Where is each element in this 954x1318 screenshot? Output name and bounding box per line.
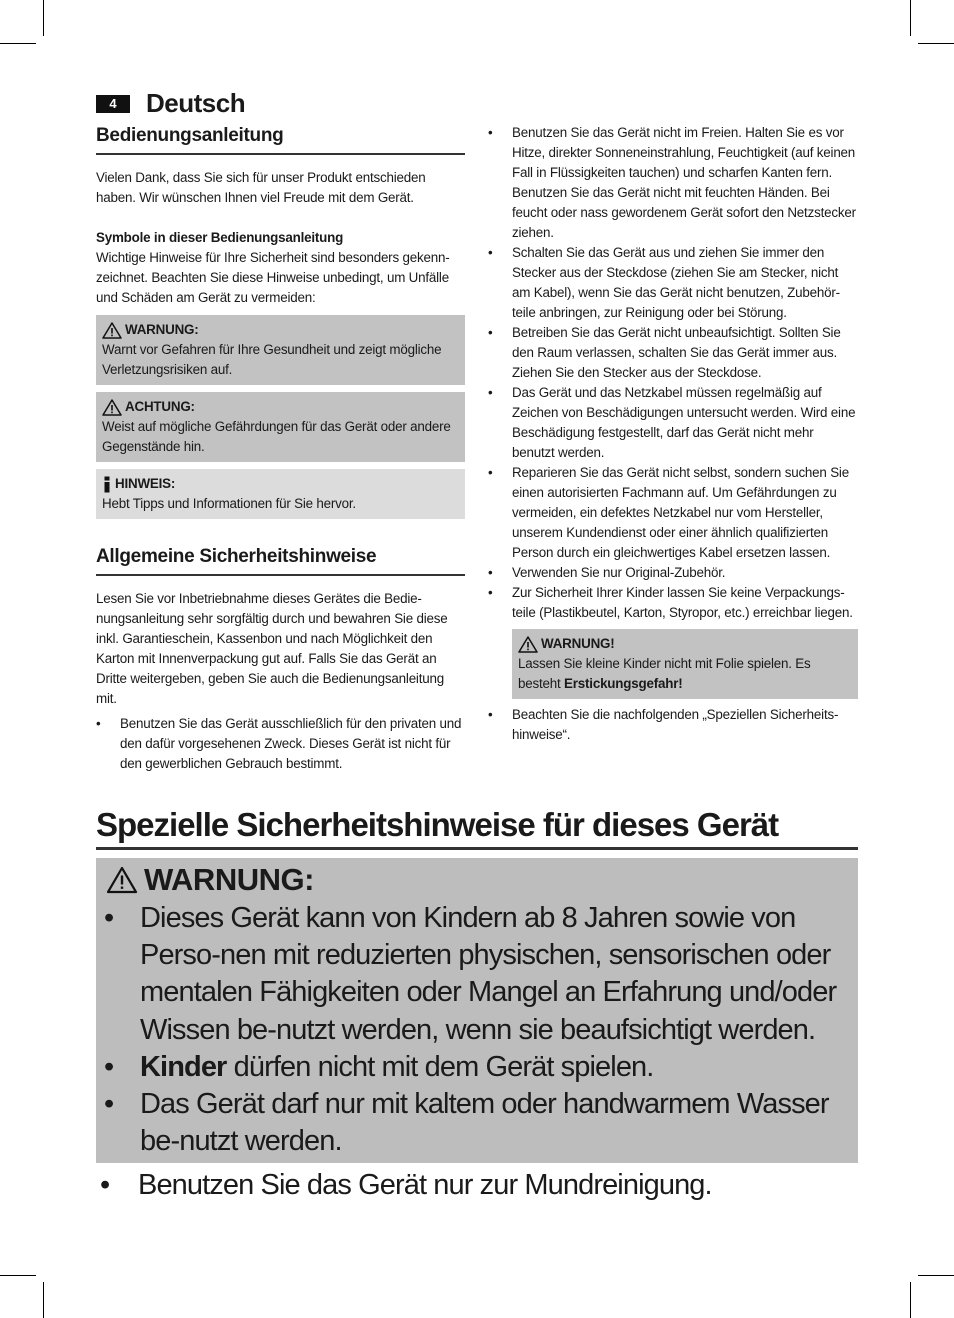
- intro-paragraph: Vielen Dank, dass Sie sich für unser Produkt entschieden haben. Wir wünschen Ihnen viel Freude mit dem Gerät.: [96, 170, 426, 205]
- list-item: • Beachten Sie die nachfolgenden „Speziellen Sicherheits-hinweise“.: [488, 705, 858, 745]
- list-item: • Das Gerät darf nur mit kaltem oder handwarmem Wasser be-nutzt werden.: [102, 1086, 847, 1160]
- warning-triangle-icon: [518, 636, 538, 653]
- children-warning-text-body: Lassen Sie kleine Kinder nicht mit Folie spielen. Es besteht: [518, 656, 811, 691]
- warning-box: [96, 315, 465, 385]
- note-text: Hebt Tipps und Informationen für Sie hervor.: [102, 496, 356, 511]
- right-column: [488, 123, 858, 745]
- crop-mark: [0, 1275, 36, 1276]
- section-title-bedienungsanleitung: Bedienungsanleitung: [96, 122, 465, 155]
- crop-mark: [0, 43, 36, 44]
- warning-label: WARNUNG:: [125, 322, 199, 337]
- crop-mark: [43, 1282, 44, 1318]
- crop-mark: [43, 0, 44, 36]
- general-safety-paragraph: Lesen Sie vor Inbetriebnahme dieses Gerätes die Bedie-nungsanleitung sehr sorgfältig durch und bewahren Sie diese inkl. Garantieschein, Kassenbon und nach Möglichkeit den Karton mit Innenverpackung gut auf. Falls Sie das Gerät an Dritte weitergeben, geben Sie auch die Bedienungsanleitung mit.: [96, 591, 448, 706]
- crop-mark: [910, 1282, 911, 1318]
- list-item: • Zur Sicherheit Ihrer Kinder lassen Sie keine Verpackungs-teile (Plastikbeutel, Karton, Styropor, etc.) erreichbar liegen.: [488, 583, 858, 623]
- list-item: • Benutzen Sie das Gerät nicht im Freien. Halten Sie es vor Hitze, direkter Sonneneinstrahlung, Feuchtigkeit (auf keinen Fall in Flüssigkeiten tauchen) und scharfen Kanten fern. Benutzen Sie das Gerät nicht mit feuchten Händen. Bei feucht oder nass gewordenem Gerät sofort den Netzstecker ziehen.: [488, 123, 858, 243]
- caution-text: Weist auf mögliche Gefährdungen für das Gerät oder andere Gegenstände hin.: [102, 419, 451, 454]
- page-number: 4: [96, 95, 130, 113]
- note-label: HINWEIS:: [115, 476, 176, 491]
- special-warning-label: WARNUNG:: [144, 862, 314, 897]
- list-item: • Dieses Gerät kann von Kindern ab 8 Jahren sowie von Perso-nen mit reduzierten physischen, sensorischen oder mentalen Fähigkeiten oder Mangel an Erfahrung und/oder Wissen be-nutzt werden, wenn sie beaufsichtigt werden.: [102, 900, 847, 1049]
- caution-box: [96, 392, 465, 462]
- crop-mark: [910, 0, 911, 36]
- children-warning-box: [512, 629, 858, 699]
- children-warning-text: [518, 654, 852, 694]
- mouth-cleaning-text: Benutzen Sie das Gerät nur zur Mundreinigung.: [138, 1169, 712, 1201]
- warning-triangle-icon: [106, 866, 138, 894]
- language-title: Deutsch: [146, 88, 246, 118]
- page-header: [96, 88, 245, 119]
- caution-label: ACHTUNG:: [125, 399, 195, 414]
- right-bullet-list-end: [488, 705, 858, 745]
- children-warning-label: WARNUNG!: [541, 636, 615, 651]
- suffocation-hazard-text: Erstickungsgefahr!: [564, 676, 683, 691]
- right-bullet-list: [488, 123, 858, 623]
- crop-mark: [918, 43, 954, 44]
- children-bold-text: Kinder: [140, 1050, 227, 1083]
- special-warning-box: [96, 858, 858, 1163]
- special-warning-list: [102, 900, 847, 1160]
- list-item: [102, 1049, 847, 1086]
- list-item: • Verwenden Sie nur Original-Zubehör.: [488, 563, 858, 583]
- left-bullet-list: [96, 714, 465, 774]
- left-column: [96, 122, 465, 774]
- list-item: • Schalten Sie das Gerät aus und ziehen Sie immer den Stecker aus der Steckdose (ziehen Sie am Stecker, nicht am Kabel), wenn Sie das Gerät nicht benutzen, Zubehör-teile anbringen, zur Reinigung oder bei Störung.: [488, 243, 858, 323]
- warning-text: Warnt vor Gefahren für Ihre Gesundheit und zeigt mögliche Verletzungsrisiken auf.: [102, 342, 442, 377]
- caution-triangle-icon: [102, 399, 122, 416]
- list-item: • Benutzen Sie das Gerät ausschließlich für den privaten und den dafür vorgesehenen Zweck. Dieses Gerät ist nicht für den gewerblichen Gebrauch bestimmt.: [96, 714, 465, 774]
- symbols-heading: Symbole in dieser Bedienungsanleitung: [96, 230, 344, 245]
- special-safety-title: Spezielle Sicherheitshinweise für dieses Gerät: [96, 803, 858, 850]
- list-item: [96, 1165, 712, 1205]
- list-item: • Das Gerät und das Netzkabel müssen regelmäßig auf Zeichen von Beschädigungen untersucht werden. Wird eine Beschädigung festgestellt, darf das Gerät nicht mehr benutzt werden.: [488, 383, 858, 463]
- symbols-paragraph: Wichtige Hinweise für Ihre Sicherheit sind besonders gekenn-zeichnet. Beachten Sie diese Hinweise unbedingt, um Unfälle und Schäden am Gerät zu vermeiden:: [96, 250, 450, 305]
- crop-mark: [918, 1275, 954, 1276]
- list-item: • Betreiben Sie das Gerät nicht unbeaufsichtigt. Sollten Sie den Raum verlassen, schalten Sie das Gerät immer aus. Ziehen Sie den Stecker aus der Steckdose.: [488, 323, 858, 383]
- warning-triangle-icon: [102, 322, 122, 339]
- info-icon: [102, 476, 112, 493]
- bullet-glyph: •: [100, 1169, 110, 1201]
- section-title-sicherheitshinweise: Allgemeine Sicherheitshinweise: [96, 543, 465, 576]
- note-box: [96, 469, 465, 519]
- children-rest-text: dürfen nicht mit dem Gerät spielen.: [226, 1050, 654, 1083]
- list-item: • Reparieren Sie das Gerät nicht selbst, sondern suchen Sie einen autorisierten Fachmann auf. Um Gefährdungen zu vermeiden, ein defektes Netzkabel nur vom Hersteller, unserem Kundendienst oder einer ähnlich qualifizierten Person durch ein gleichwertiges Kabel ersetzen lassen.: [488, 463, 858, 563]
